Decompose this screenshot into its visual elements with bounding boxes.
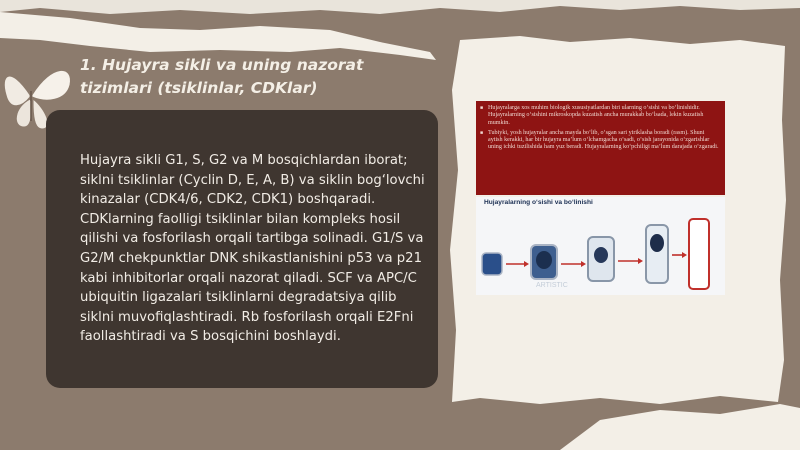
red-panel-paragraph-2: ■ Tubiyki, yosh hujayralar ancha mayda bo‘lib, o‘sgan sari yiriklasha boradi (rasm). Shuni aytish kerakki, har bir hujayra ma’lum o‘lchamgacha o‘sadi, o‘sish jarayonida o‘zgarishlar uning ichki tuzilishida ham yuz beradi. Hujayralarning ko‘pchiligi ma’lum darajada o‘zgaradi. <box>488 130 719 152</box>
textbook-red-panel <box>476 101 725 195</box>
cell-stage-4 <box>646 225 668 283</box>
cell-stage-2 <box>531 245 557 279</box>
cell-stage-5 <box>689 219 709 289</box>
cell-growth-diagram <box>476 197 725 295</box>
diagram-caption: ARTISTIC <box>536 282 568 289</box>
red-panel-paragraph-1: ■ Hujayralarga xos muhim biologik xususiyatlardan biri ularning o‘sishi va bo‘linishidir. Hujayralarning o‘sishini mikroskopda kuzatish ancha murakkab bo‘lsada, lekin kuzatish mumkin. <box>488 105 719 127</box>
slide-title: 1. Hujayra sikli va uning nazorat tizimlari (tsiklinlar, CDKlar) <box>80 56 364 97</box>
body-text: Hujayra sikli G1, S, G2 va M bosqichlardan iborat; siklni tsiklinlar (Cyclin D, E, A, B) va siklin bog‘lovchi kinazalar (CDK4/6, CDK2, CDK1) boshqaradi. CDKlarning faolligi tsiklinlar bilan kompleks hosil qilishi va fosforilash orqali tartibga solinadi. G1/S va G2/M chekpunktlar DNK shikastlanishini p53 va p21 kabi inhibitorlar orqali nazorat qiladi. SCF va APC/C ubiquitin ligazalari tsiklinlarni degradatsiya qilib siklni muvofiqlashtiradi. Rb fosforilash orqali E2Fni faollashtiradi va S bosqichini boshlaydi. <box>80 153 425 345</box>
cell-stage-3 <box>588 237 614 281</box>
diagram-title: Hujayralarning o‘sishi va bo‘linishi <box>484 199 593 206</box>
cell-stage-1 <box>482 253 502 275</box>
